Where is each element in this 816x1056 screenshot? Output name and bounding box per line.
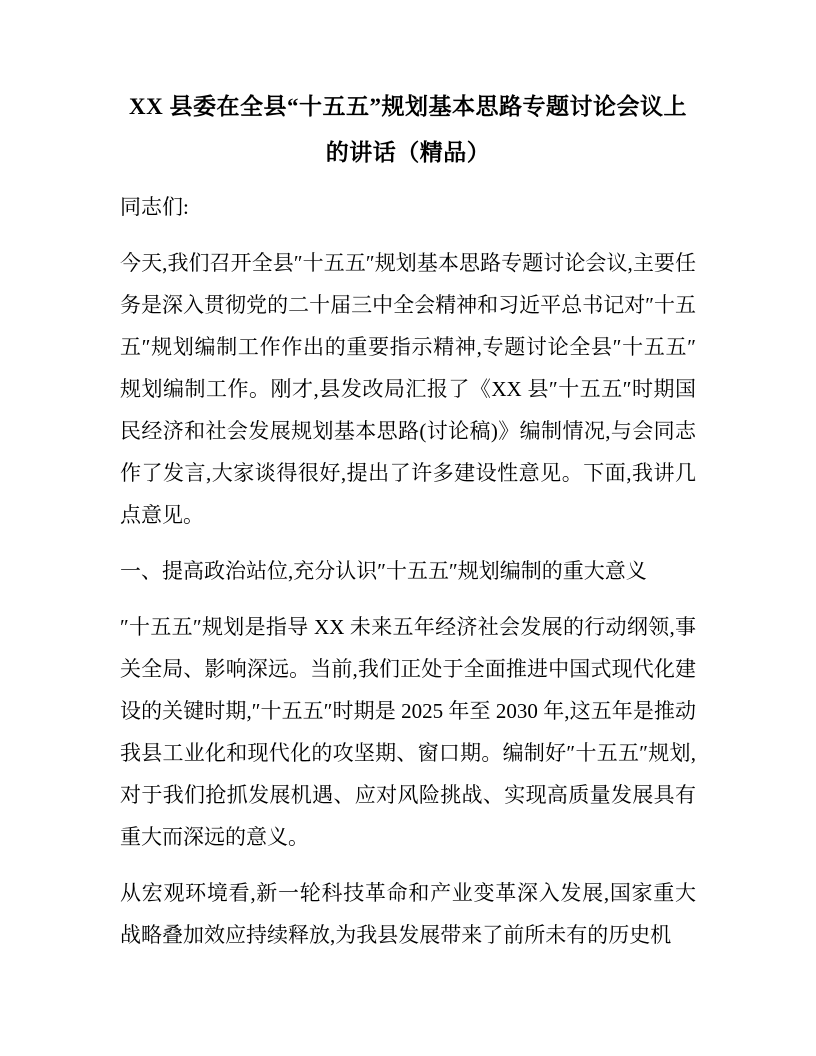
- paragraph-significance: ″十五五″规划是指导 XX 未来五年经济社会发展的行动纲领,事关全局、影响深远。当前,我们正处于全面推进中国式现代化建设的关键时期,″十五五″时期是 2025 年至 2030 年,这五年是推动我县工业化和现代化的攻坚期、窗口期。编制好″十五五″规划,对于我们抢抓发展机遇、应对风险挑战、实现高质量发展具有重大而深远的意义。: [120, 615, 696, 849]
- section-heading-1: 一、提高政治站位,充分认识″十五五″规划编制的重大意义: [120, 559, 647, 583]
- paragraph-intro: 今天,我们召开全县″十五五″规划基本思路专题讨论会议,主要任务是深入贯彻党的二十届三中全会精神和习近平总书记对″十五五″规划编制工作作出的重要指示精神,专题讨论全县″十五五″规划编制工作。刚才,县发改局汇报了《XX 县″十五五″时期国民经济和社会发展规划基本思路(讨论稿)》编制情况,与会同志作了发言,大家谈得很好,提出了许多建设性意见。下面,我讲几点意见。: [120, 251, 696, 527]
- salutation: 同志们:: [120, 195, 189, 219]
- paragraph-macro-environment: 从宏观环境看,新一轮科技革命和产业变革深入发展,国家重大战略叠加效应持续释放,为我县发展带来了前所未有的历史机: [120, 881, 696, 947]
- document-title: XX 县委在全县“十五五”规划基本思路专题讨论会议上的讲话（精品）: [129, 94, 687, 165]
